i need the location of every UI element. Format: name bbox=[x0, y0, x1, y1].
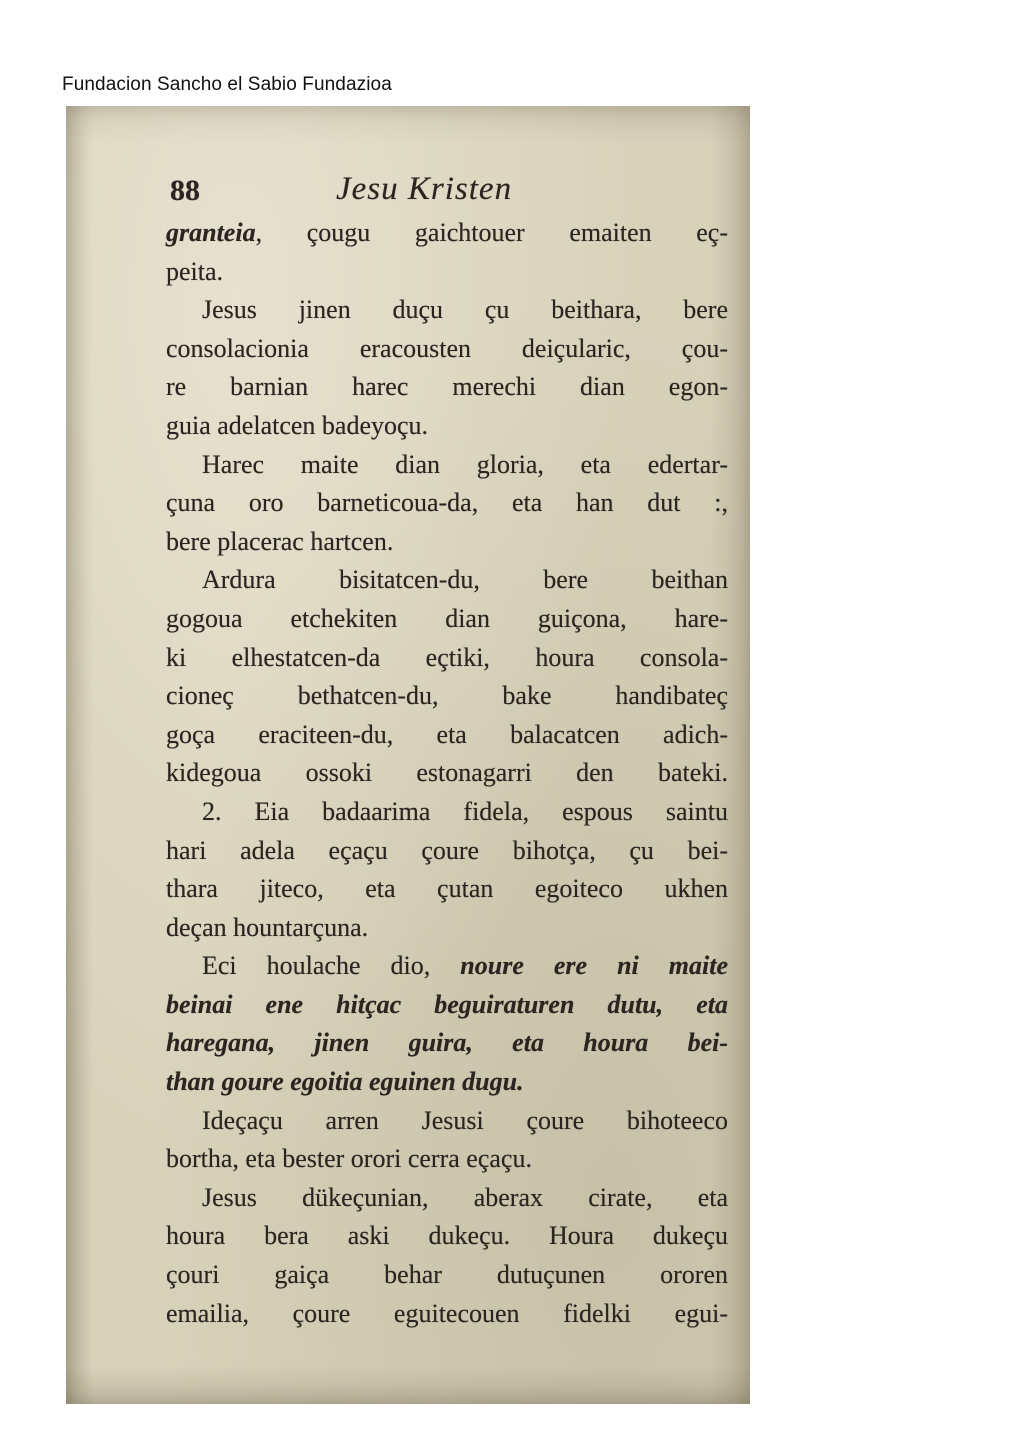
text-run: çouri gaiça behar dutuçunen ororen bbox=[166, 1260, 728, 1290]
text-line bbox=[166, 1063, 728, 1102]
text-run: re barnian harec merechi dian egon- bbox=[166, 372, 728, 402]
body-text bbox=[166, 214, 728, 1333]
text-run: , çougu gaichtouer emaiten eç- bbox=[255, 218, 728, 247]
text-line bbox=[166, 600, 728, 639]
text-line bbox=[166, 947, 728, 986]
text-line bbox=[166, 1140, 728, 1179]
text-run: noure ere ni maite bbox=[460, 951, 729, 981]
text-line bbox=[166, 832, 728, 871]
text-line bbox=[166, 407, 728, 446]
text-line bbox=[166, 909, 728, 948]
text-run: kidegoua ossoki estonagarri den bateki. bbox=[166, 758, 728, 788]
text-run: cioneç bethatcen-du, bake handibateç bbox=[166, 681, 728, 711]
text-run: bortha, eta bester orori cerra eçaçu. bbox=[166, 1144, 532, 1174]
text-line bbox=[166, 639, 728, 678]
text-run: granteia bbox=[166, 218, 256, 247]
text-run: peita. bbox=[166, 256, 224, 286]
text-run: emailia, çoure eguitecouen fidelki egui- bbox=[166, 1298, 728, 1328]
text-run: ki elhestatcen-da eçtiki, houra consola- bbox=[166, 642, 728, 672]
text-line bbox=[166, 1256, 728, 1295]
scanned-page bbox=[66, 106, 750, 1404]
text-run: beinai ene hitçac beguiraturen dutu, eta bbox=[166, 989, 728, 1019]
text-line bbox=[166, 716, 728, 755]
text-line bbox=[166, 484, 728, 523]
text-run: Ardura bisitatcen-du, bere beithan bbox=[202, 565, 728, 595]
text-run: Ideçaçu arren Jesusi çoure bihoteeco bbox=[202, 1105, 728, 1135]
text-run: guia adelatcen badeyoçu. bbox=[166, 410, 429, 440]
text-line bbox=[166, 1295, 728, 1334]
text-line bbox=[166, 523, 728, 562]
text-run: Eci houlache dio, bbox=[202, 951, 461, 981]
text-run: çuna oro barneticoua-da, eta han dut :, bbox=[166, 488, 728, 518]
text-run: thara jiteco, eta çutan egoiteco ukhen bbox=[166, 874, 728, 904]
text-run: hari adela eçaçu çoure bihotça, çu bei- bbox=[166, 835, 728, 865]
text-line bbox=[166, 986, 728, 1025]
text-line bbox=[166, 330, 728, 369]
text-line bbox=[166, 677, 728, 716]
text-line bbox=[166, 253, 728, 292]
text-line bbox=[166, 368, 728, 407]
text-run: deçan hountarçuna. bbox=[166, 912, 369, 942]
page-text bbox=[166, 172, 728, 1333]
text-line bbox=[166, 291, 728, 330]
text-run: gogoua etchekiten dian guiçona, hare- bbox=[166, 603, 728, 633]
text-run: bere placerac hartcen. bbox=[166, 526, 394, 556]
text-line bbox=[166, 561, 728, 600]
text-run: 2. Eia badaarima fidela, espous saintu bbox=[202, 796, 728, 826]
text-line bbox=[166, 793, 728, 832]
page-header bbox=[166, 172, 728, 214]
text-run: haregana, jinen guira, eta houra bei- bbox=[166, 1028, 728, 1058]
text-run: than goure egoitia eguinen dugu. bbox=[166, 1067, 524, 1097]
text-run: goça eraciteen-du, eta balacatcen adich- bbox=[166, 719, 728, 749]
text-line bbox=[166, 446, 728, 485]
text-line bbox=[166, 1024, 728, 1063]
text-line bbox=[166, 1102, 728, 1141]
text-line bbox=[166, 754, 728, 793]
page-number: 88 bbox=[170, 174, 200, 207]
text-line bbox=[166, 1179, 728, 1218]
text-run: consolacionia eracousten deiçularic, çou- bbox=[166, 333, 728, 363]
text-line bbox=[166, 214, 728, 253]
text-run: Jesus jinen duçu çu beithara, bere bbox=[202, 295, 728, 325]
running-head: Jesu Kristen bbox=[336, 171, 513, 207]
text-run: Harec maite dian gloria, eta edertar- bbox=[202, 449, 728, 479]
text-run: Jesus dükeçunian, aberax cirate, eta bbox=[202, 1182, 728, 1212]
text-run: houra bera aski dukeçu. Houra dukeçu bbox=[166, 1221, 728, 1251]
text-line bbox=[166, 870, 728, 909]
watermark-text: Fundacion Sancho el Sabio Fundazioa bbox=[62, 74, 392, 95]
text-line bbox=[166, 1217, 728, 1256]
